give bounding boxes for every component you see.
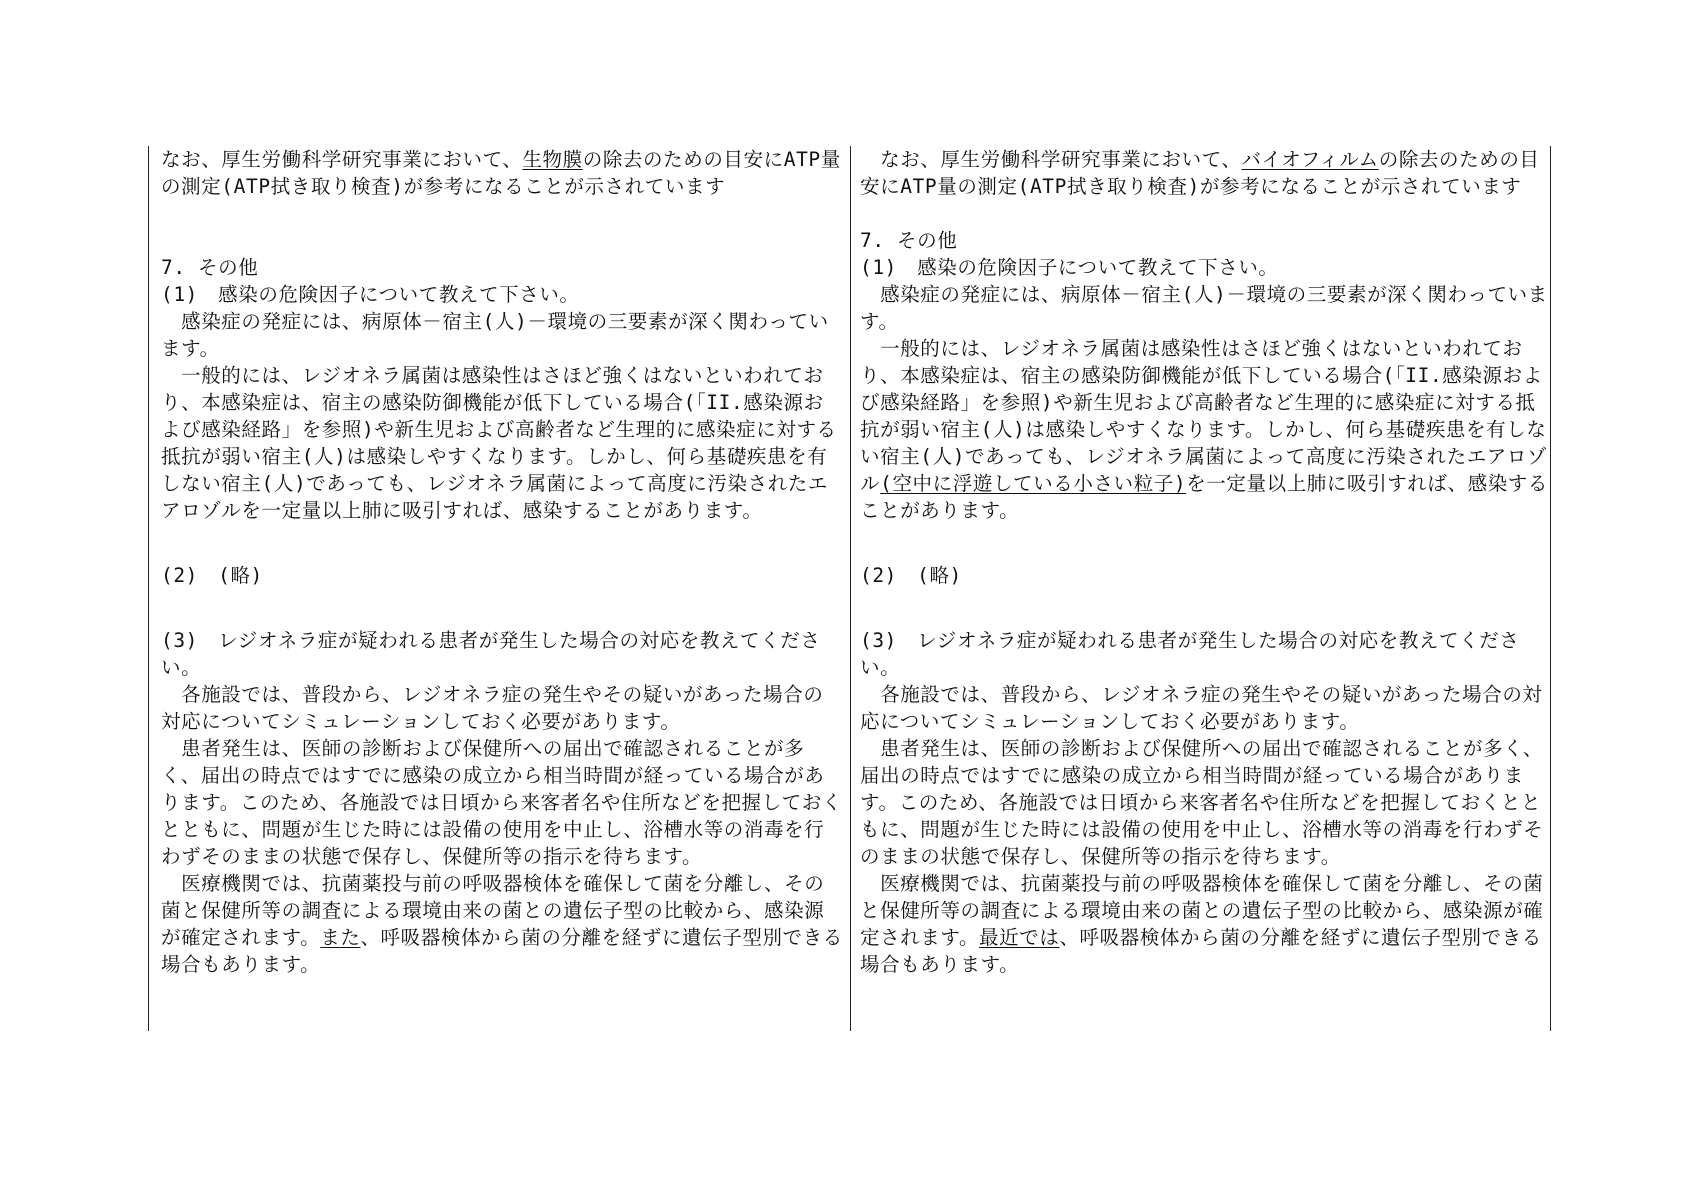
underlined-term: また <box>320 926 361 949</box>
question-3: (3) レジオネラ症が疑われる患者が発生した場合の対応を教えてください。 <box>161 629 821 679</box>
answer-1-paragraph-2: 一般的には、レジオネラ属菌は感染性はさほど強くはないといわれており、本感染症は、宿主の感染防御機能が低下している場合(「II.感染源および感染経路」を参照)や新生児および高齢者など生理的に感染症に対する抵抗が弱い宿主(人)は感染しやすくなります。しかし、何ら基礎疾患を有しない宿主(人)であっても、レジオネラ属菌によって高度に汚染されたエアロゾル(空中に浮遊している小さい粒子)を一定量以上肺に吸引すれば、感染することがあります。 <box>860 337 1549 522</box>
answer-1-paragraph-2: 一般的には、レジオネラ属菌は感染性はさほど強くはないといわれており、本感染症は、宿主の感染防御機能が低下している場合(「II.感染源および感染経路」を参照)や新生児および高齢者など生理的に感染症に対する抵抗が弱い宿主(人)は感染しやすくなります。しかし、何ら基礎疾患を有しない宿主(人)であっても、レジオネラ属菌によって高度に汚染されたエアロゾルを一定量以上肺に吸引すれば、感染することがあります。 <box>161 364 837 522</box>
section-7-title: 7. その他 <box>860 229 958 252</box>
table-center-divider <box>850 146 851 1031</box>
underlined-term: バイオフィルム <box>1241 148 1379 171</box>
question-1: (1) 感染の危険因子について教えて下さい。 <box>860 256 1279 279</box>
underlined-term: 最近では <box>979 926 1060 949</box>
answer-3-paragraph-3: 医療機関では、抗菌薬投与前の呼吸器検体を確保して菌を分離し、その菌と保健所等の調査による環境由来の菌との遺伝子型の比較から、感染源が確定されます。また、呼吸器検体から菌の分離を経ずに遺伝子型別できる場合もあります。 <box>161 872 843 976</box>
answer-1-paragraph-1: 感染症の発症には、病原体－宿主(人)－環境の三要素が深く関わっています。 <box>860 283 1548 333</box>
question-2: (2) (略) <box>161 564 263 587</box>
answer-3-paragraph-1: 各施設では、普段から、レジオネラ症の発生やその疑いがあった場合の対応についてシミュレーションしておく必要があります。 <box>161 683 824 733</box>
answer-3-paragraph-2: 患者発生は、医師の診断および保健所への届出で確認されることが多く、届出の時点ではすでに感染の成立から相当時間が経っている場合があります。このため、各施設では日頃から来客者名や住所などを把握しておくとともに、問題が生じた時には設備の使用を中止し、浴槽水等の消毒を行わずそのままの状態で保存し、保健所等の指示を待ちます。 <box>161 737 843 868</box>
answer-3-paragraph-3: 医療機関では、抗菌薬投与前の呼吸器検体を確保して菌を分離し、その菌と保健所等の調査による環境由来の菌との遺伝子型の比較から、感染源が確定されます。最近では、呼吸器検体から菌の分離を経ずに遺伝子型別できる場合もあります。 <box>860 872 1544 976</box>
answer-1-paragraph-1: 感染症の発症には、病原体－宿主(人)－環境の三要素が深く関わっています。 <box>161 310 829 360</box>
section-7-title: 7. その他 <box>161 256 259 279</box>
underlined-term: 生物膜 <box>522 148 583 171</box>
underlined-term: (空中に浮遊している小さい粒子) <box>880 472 1187 495</box>
table-right-border <box>1550 146 1551 1031</box>
answer-3-paragraph-2: 患者発生は、医師の診断および保健所への届出で確認されることが多く、届出の時点ではすでに感染の成立から相当時間が経っている場合があります。このため、各施設では日頃から来客者名や住所などを把握しておくとともに、問題が生じた時には設備の使用を中止し、浴槽水等の消毒を行わずそのままの状態で保存し、保健所等の指示を待ちます。 <box>860 737 1544 868</box>
intro-paragraph: なお、厚生労働科学研究事業において、生物膜の除去のための目安にATP量の測定(ATP拭き取り検査)が参考になることが示されています <box>161 148 841 198</box>
question-2: (2) (略) <box>860 564 962 587</box>
answer-3-paragraph-1: 各施設では、普段から、レジオネラ症の発生やその疑いがあった場合の対応についてシミュレーションしておく必要があります。 <box>860 683 1543 733</box>
intro-paragraph: なお、厚生労働科学研究事業において、バイオフィルムの除去のための目安にATP量の測定(ATP拭き取り検査)が参考になることが示されています <box>860 148 1540 198</box>
question-1: (1) 感染の危険因子について教えて下さい。 <box>161 283 580 306</box>
left-column <box>161 146 843 978</box>
right-column <box>860 146 1550 978</box>
question-3: (3) レジオネラ症が疑われる患者が発生した場合の対応を教えてください。 <box>860 629 1520 679</box>
table-left-border <box>148 146 149 1031</box>
